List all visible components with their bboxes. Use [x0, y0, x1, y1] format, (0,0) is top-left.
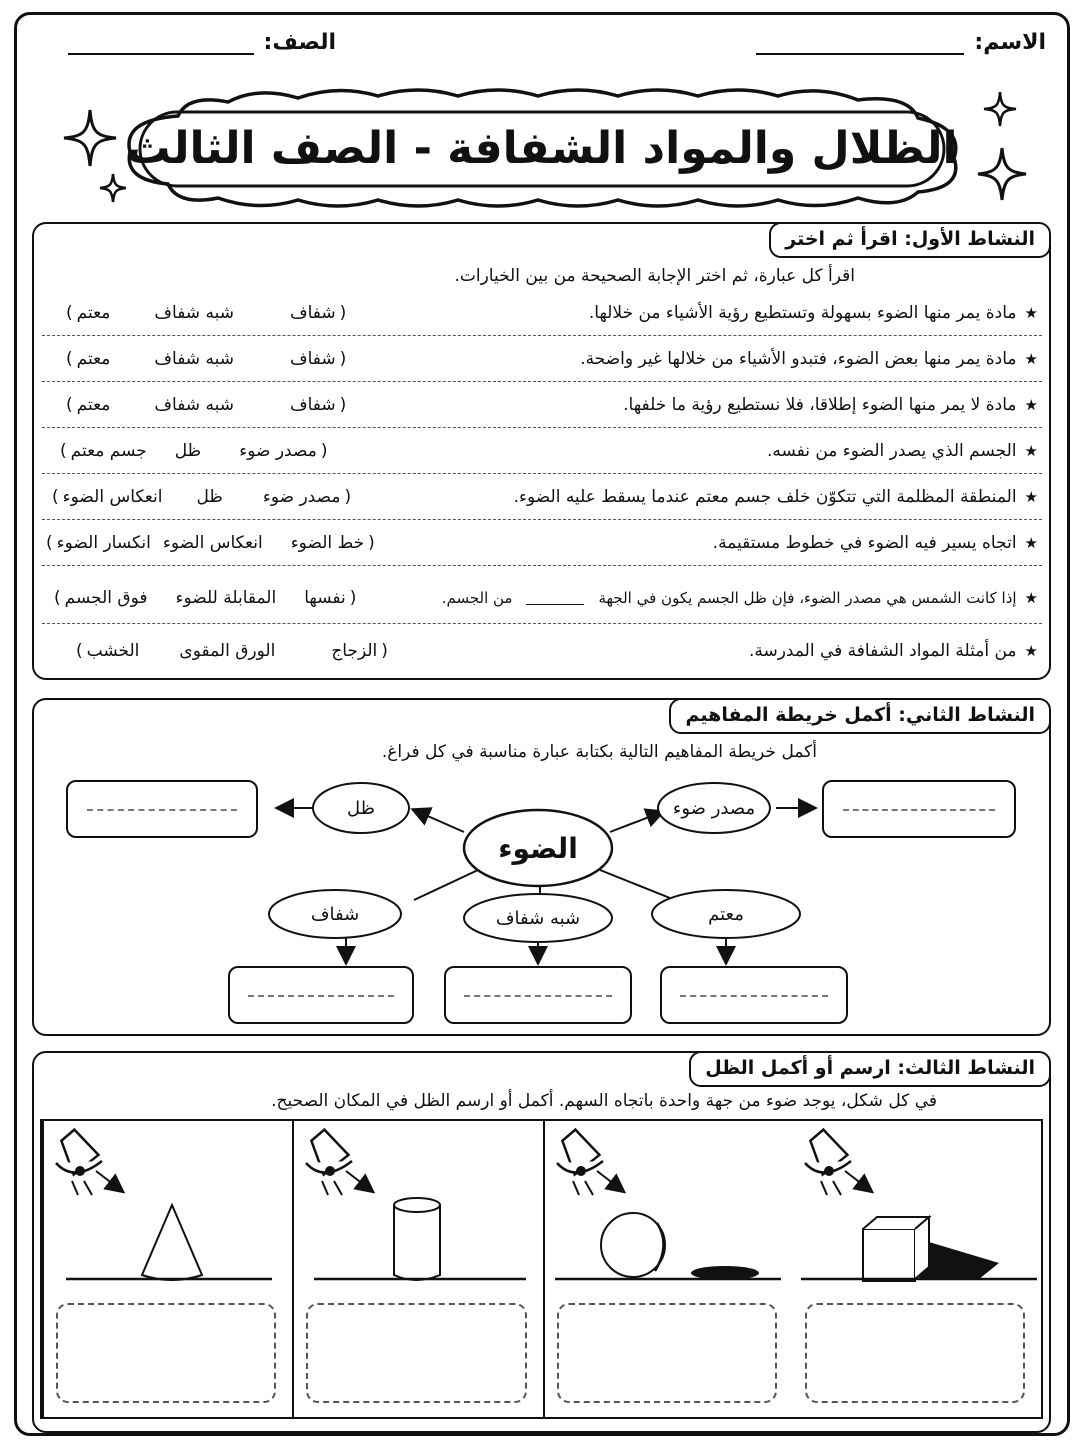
concept-answer-box[interactable]	[444, 966, 632, 1024]
choice-option[interactable]: مصدر ضوء	[239, 440, 317, 461]
star-bullet-icon: ★	[1024, 487, 1038, 506]
choice-option[interactable]: انعكاس الضوء	[162, 532, 263, 553]
choice-option[interactable]: ظل	[174, 440, 202, 461]
choice-option[interactable]: شفاف	[289, 302, 336, 323]
star-bullet-icon: ★	[1024, 441, 1038, 460]
concept-node-shadow: ظل	[347, 797, 375, 819]
choice-option[interactable]: شبه شفاف	[154, 348, 234, 369]
question-statement-part-2: من الجسم.	[441, 588, 513, 607]
star-bullet-icon: ★	[1024, 349, 1038, 368]
shadow-drawing-area[interactable]	[805, 1303, 1025, 1403]
concept-answer-box[interactable]	[822, 780, 1016, 838]
choice-option[interactable]: خط الضوء	[290, 532, 365, 553]
activity-1-instruction: اقرأ كل عبارة، ثم اختر الإجابة الصحيحة من بين الخيارات.	[454, 266, 855, 286]
star-bullet-icon: ★	[1024, 642, 1038, 660]
choice-group: ( مصدر ضوء ظل انعكاس الضوء )	[52, 486, 352, 507]
choice-option[interactable]: معتم	[76, 394, 111, 415]
cone-shape	[142, 1205, 202, 1280]
question-statement-part-1: إذا كانت الشمس هي مصدر الضوء، فإن ظل الجسم يكون في الجهة	[598, 588, 1017, 607]
concept-node-translucent: شبه شفاف	[495, 907, 581, 929]
sparkle-icon	[976, 146, 1028, 202]
choice-group: ( شفاف شبه شفاف معتم )	[66, 394, 347, 415]
question-statement: مادة يمر منها الضوء بسهولة وتستطيع رؤية الأشياء من خلالها.	[588, 302, 1017, 323]
activity-1-title: النشاط الأول: اقرأ ثم اختر	[769, 222, 1051, 258]
question-statement: مادة لا يمر منها الضوء إطلاقا، فلا نستطيع رؤية ما خلفها.	[623, 394, 1017, 415]
sphere-shape	[601, 1213, 665, 1277]
activity-2-section	[32, 698, 1051, 1036]
shape-panel-cube	[793, 1121, 1041, 1417]
choice-option[interactable]: معتم	[76, 348, 111, 369]
sparkle-icon	[982, 90, 1018, 128]
star-bullet-icon: ★	[1024, 303, 1038, 322]
activity-2-instruction: أكمل خريطة المفاهيم التالية بكتابة عبارة مناسبة في كل فراغ.	[381, 742, 817, 762]
name-blank-line[interactable]	[756, 31, 964, 55]
question-statement: اتجاه يسير فيه الضوء في خطوط مستقيمة.	[712, 532, 1017, 553]
choice-option[interactable]: ظل	[196, 486, 223, 507]
question-statement: الجسم الذي يصدر الضوء من نفسه.	[766, 440, 1017, 461]
choice-option[interactable]: انكسار الضوء	[56, 532, 151, 553]
class-label: الصف:	[263, 30, 336, 55]
choice-option[interactable]: شفاف	[289, 394, 336, 415]
choice-option[interactable]: نفسها	[304, 587, 346, 608]
choice-option[interactable]: شبه شفاف	[154, 394, 234, 415]
choice-group: ( شفاف شبه شفاف معتم )	[66, 348, 347, 369]
title-banner	[118, 88, 966, 208]
concept-answer-box[interactable]	[660, 966, 848, 1024]
choice-option[interactable]: انعكاس الضوء	[62, 486, 163, 507]
question-row	[42, 382, 1042, 428]
activity-3-instruction: في كل شكل، يوجد ضوء من جهة واحدة باتجاه السهم. أكمل أو ارسم الظل في المكان الصحيح.	[271, 1091, 937, 1111]
lamp-icon	[306, 1125, 352, 1195]
concept-node-light-source: مصدر ضوء	[672, 797, 756, 819]
concept-answer-box[interactable]	[228, 966, 414, 1024]
choice-option[interactable]: معتم	[76, 302, 111, 323]
shadow-drawing-panels	[40, 1119, 1043, 1419]
page-title: الظلال والمواد الشفافة - الصف الثالث	[126, 122, 958, 174]
star-bullet-icon: ★	[1024, 395, 1038, 414]
choice-group: ( نفسها المقابلة للضوء فوق الجسم )	[54, 587, 357, 608]
choice-option[interactable]: المقابلة للضوء	[175, 587, 277, 608]
question-statement: من أمثلة المواد الشفافة في المدرسة.	[748, 641, 1017, 661]
choice-option[interactable]: الخشب	[86, 641, 140, 661]
cylinder-shape	[394, 1198, 440, 1280]
choice-option[interactable]: الورق المقوى	[179, 641, 276, 661]
lamp-icon	[557, 1125, 603, 1195]
shadow-drawing-area[interactable]	[557, 1303, 777, 1403]
choice-group: ( شفاف شبه شفاف معتم )	[66, 302, 347, 323]
choice-option[interactable]: شفاف	[289, 348, 336, 369]
question-row	[42, 290, 1042, 336]
shape-panel-cylinder	[292, 1121, 542, 1417]
choice-group: ( خط الضوء انعكاس الضوء انكسار الضوء )	[46, 532, 375, 553]
activity-3-section	[32, 1051, 1051, 1433]
question-row	[42, 336, 1042, 382]
class-field	[68, 30, 336, 55]
activity-2-title: النشاط الثاني: أكمل خريطة المفاهيم	[669, 698, 1051, 734]
choice-option[interactable]: شبه شفاف	[154, 302, 234, 323]
question-row	[42, 628, 1042, 674]
question-row	[42, 572, 1042, 624]
lamp-icon	[56, 1125, 102, 1195]
star-bullet-icon: ★	[1024, 533, 1038, 552]
choice-group: ( الزجاج الورق المقوى الخشب )	[76, 641, 388, 661]
activity-3-title: النشاط الثالث: ارسم أو أكمل الظل	[689, 1051, 1051, 1087]
choice-option[interactable]: الزجاج	[331, 641, 378, 661]
question-statement: المنطقة المظلمة التي تتكوّن خلف جسم معتم عندما يسقط عليه الضوء.	[513, 486, 1017, 507]
shape-panel-cone	[42, 1121, 292, 1417]
concept-node-opaque: معتم	[708, 903, 744, 925]
concept-node-center: الضوء	[498, 831, 578, 865]
choice-option[interactable]: جسم معتم	[70, 440, 147, 461]
choice-option[interactable]: فوق الجسم	[64, 587, 148, 608]
concept-answer-box[interactable]	[66, 780, 258, 838]
class-blank-line[interactable]	[68, 31, 254, 55]
choice-group: ( مصدر ضوء ظل جسم معتم )	[60, 440, 328, 461]
question-row	[42, 520, 1042, 566]
name-field	[756, 30, 1046, 55]
shadow-drawing-area[interactable]	[56, 1303, 276, 1403]
choice-option[interactable]: مصدر ضوء	[262, 486, 341, 507]
star-bullet-icon: ★	[1024, 588, 1038, 607]
concept-node-transparent: شفاف	[310, 903, 360, 925]
name-label: الاسم:	[974, 30, 1046, 55]
lamp-icon	[805, 1125, 851, 1195]
shadow-drawing-area[interactable]	[306, 1303, 526, 1403]
shadow-shape	[919, 1239, 999, 1279]
question-row	[42, 428, 1042, 474]
shape-panel-sphere	[543, 1121, 793, 1417]
activity-1-section	[32, 222, 1051, 680]
sparkle-icon	[62, 108, 118, 168]
question-statement: مادة يمر منها بعض الضوء، فتبدو الأشياء من خلالها غير واضحة.	[580, 348, 1017, 369]
question-row	[42, 474, 1042, 520]
cube-shape	[863, 1217, 929, 1281]
answer-blank[interactable]	[526, 591, 584, 605]
